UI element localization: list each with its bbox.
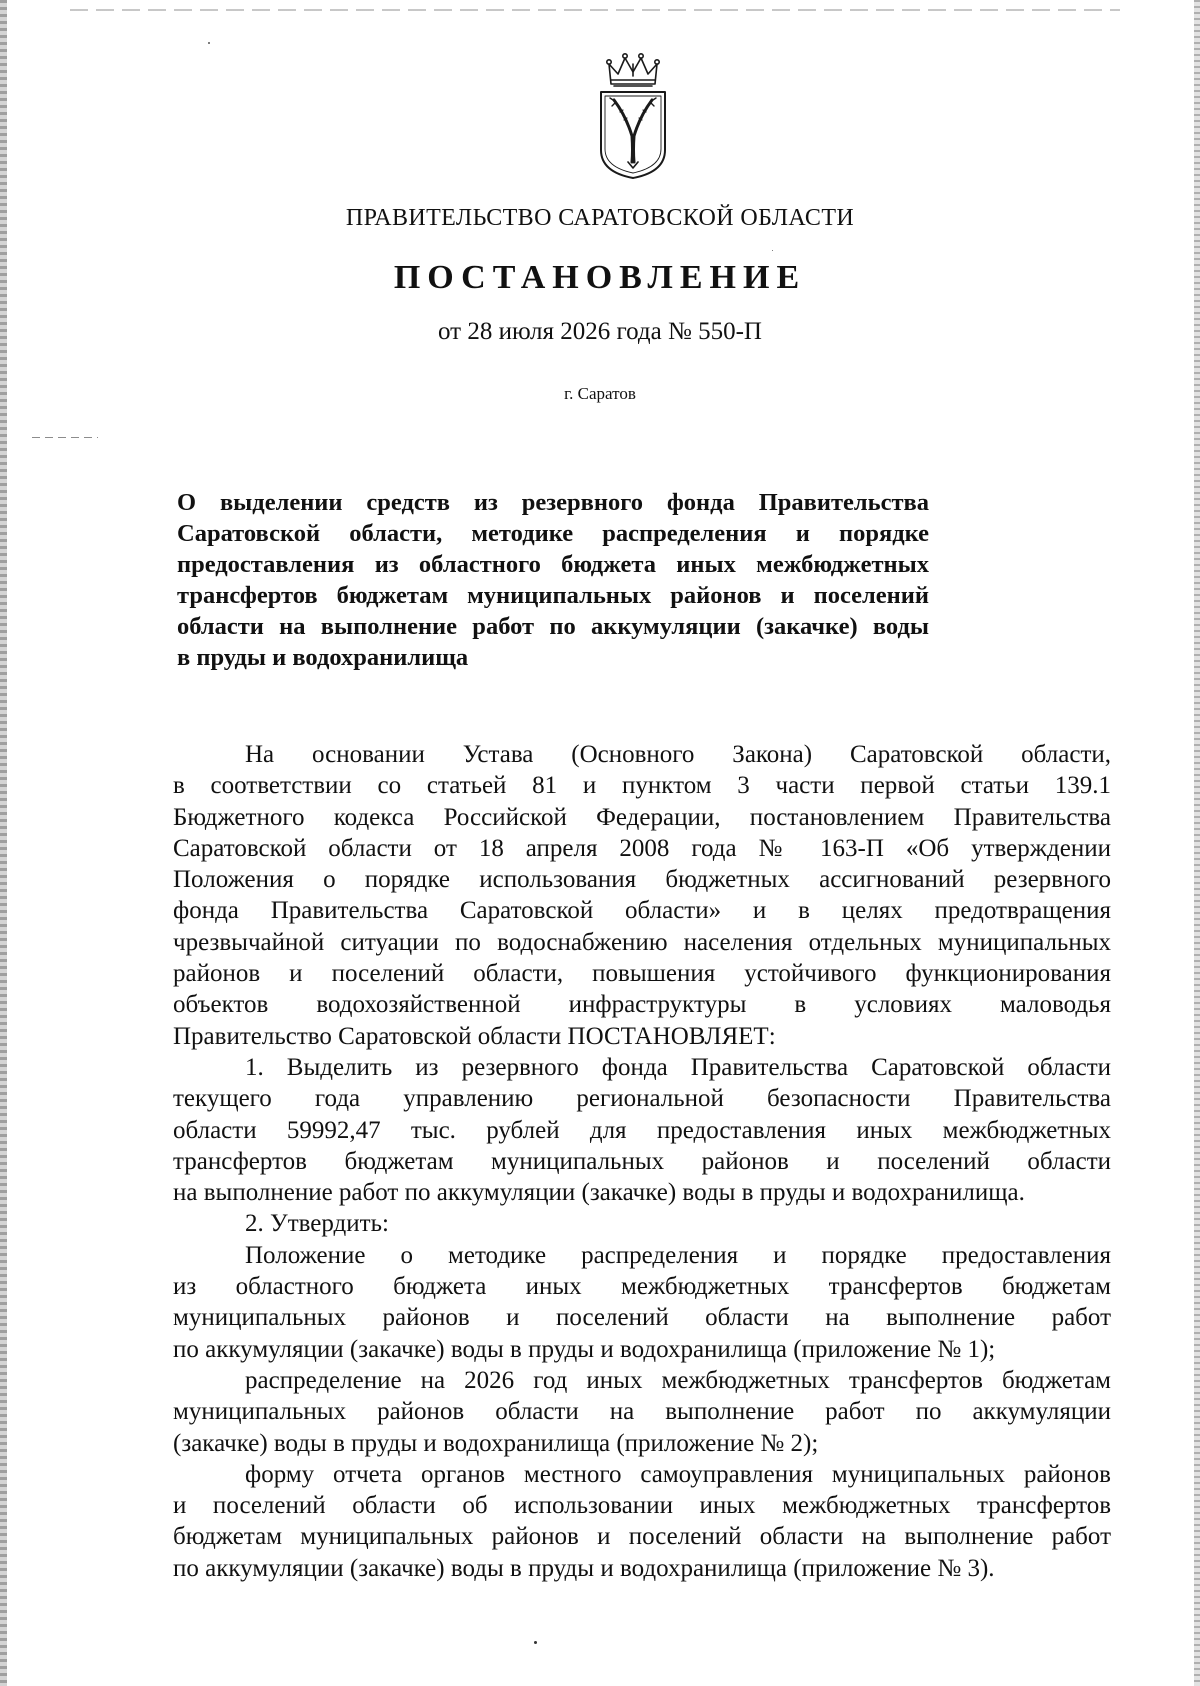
body-line: Правительство Саратовской области ПОСТАНОВЛЯЕТ: xyxy=(173,1022,776,1050)
body-line: чрезвычайной ситуации по водоснабжению населения отдельных муниципальных xyxy=(173,928,1111,956)
body-line: 1. Выделить из резервного фонда Правительства Саратовской области xyxy=(245,1053,1111,1081)
coat-of-arms-icon xyxy=(592,50,674,182)
body-line: На основании Устава (Основного Закона) Саратовской области, xyxy=(245,741,1111,768)
body-line: и поселений области об использовании иных межбюджетных трансфертов xyxy=(173,1492,1111,1520)
appendix-2-paragraph xyxy=(173,1365,1111,1459)
body-line: на выполнение работ по аккумуляции (закачке) воды в пруды и водохранилища. xyxy=(173,1179,1025,1207)
body-line: муниципальных районов области на выполнение работ по аккумуляции xyxy=(173,1398,1111,1426)
document-type: ПОСТАНОВЛЕНИЕ xyxy=(393,259,807,296)
document-body xyxy=(173,739,1111,1584)
appendix-3-paragraph xyxy=(173,1459,1111,1584)
body-line: районов и поселений области, повышения устойчивого функционирования xyxy=(173,960,1111,988)
preamble-paragraph xyxy=(173,739,1111,1052)
scan-speck xyxy=(208,42,210,44)
body-line: распределение на 2026 год иных межбюджетных трансфертов бюджетам xyxy=(245,1366,1111,1394)
body-line: Положения о порядке использования бюджетных ассигнований резервного xyxy=(173,866,1111,894)
scan-speck xyxy=(772,250,773,251)
body-line: (закачке) воды в пруды и водохранилища (приложение № 2); xyxy=(173,1429,819,1457)
body-line: объектов водохозяйственной инфраструктуры в условиях маловодья xyxy=(173,991,1111,1019)
body-line: в соответствии со статьей 81 и пунктом 3 части первой статьи 139.1 xyxy=(173,772,1111,800)
title-line: в пруды и водохранилища xyxy=(177,644,469,671)
document-city: г. Саратов xyxy=(564,384,636,403)
title-line: области на выполнение работ по аккумуляции (закачке) воды xyxy=(177,613,929,640)
body-line: области 59992,47 тыс. рублей для предоставления иных межбюджетных xyxy=(173,1116,1111,1144)
title-line: О выделении средств из резервного фонда Правительства xyxy=(177,489,929,516)
body-line: по аккумуляции (закачке) воды в пруды и водохранилища (приложение № 3). xyxy=(173,1554,995,1582)
government-name: ПРАВИТЕЛЬСТВО САРАТОВСКОЙ ОБЛАСТИ xyxy=(345,205,855,231)
scan-border-right xyxy=(1194,0,1200,1686)
body-line: 2. Утвердить: xyxy=(245,1210,389,1238)
body-line: бюджетам муниципальных районов и поселений области на выполнение работ xyxy=(173,1523,1111,1551)
appendix-1-paragraph xyxy=(173,1240,1111,1365)
scan-top-line xyxy=(70,9,1120,11)
item-2-paragraph xyxy=(173,1208,1111,1239)
body-line: Саратовской области от 18 апреля 2008 года № 163-П «Об утверждении xyxy=(173,834,1111,862)
document-title xyxy=(177,487,929,673)
scan-border-left xyxy=(0,0,7,1686)
title-line: предоставления из областного бюджета иных межбюджетных xyxy=(177,551,929,578)
body-line: из областного бюджета иных межбюджетных трансфертов бюджетам xyxy=(173,1273,1111,1301)
body-line: Бюджетного кодекса Российской Федерации, постановлением Правительства xyxy=(173,803,1111,831)
body-line: фонда Правительства Саратовской области» и в целях предотвращения xyxy=(173,897,1111,925)
body-line: трансфертов бюджетам муниципальных районов и поселений области xyxy=(173,1147,1111,1175)
body-line: форму отчета органов местного самоуправления муниципальных районов xyxy=(245,1460,1111,1488)
title-line: Саратовской области, методике распределения и порядке xyxy=(177,520,929,547)
scan-margin-mark xyxy=(32,437,98,438)
document-date-number: от 28 июля 2026 года № 550-П xyxy=(438,318,762,345)
scan-speck xyxy=(534,1641,537,1644)
item-1-paragraph xyxy=(173,1052,1111,1208)
body-line: текущего года управлению региональной безопасности Правительства xyxy=(173,1085,1111,1113)
body-line: Положение о методике распределения и порядке предоставления xyxy=(245,1241,1111,1269)
body-line: по аккумуляции (закачке) воды в пруды и водохранилища (приложение № 1); xyxy=(173,1335,996,1363)
title-line: трансфертов бюджетам муниципальных районов и поселений xyxy=(177,582,929,609)
body-line: муниципальных районов и поселений области на выполнение работ xyxy=(173,1304,1111,1332)
